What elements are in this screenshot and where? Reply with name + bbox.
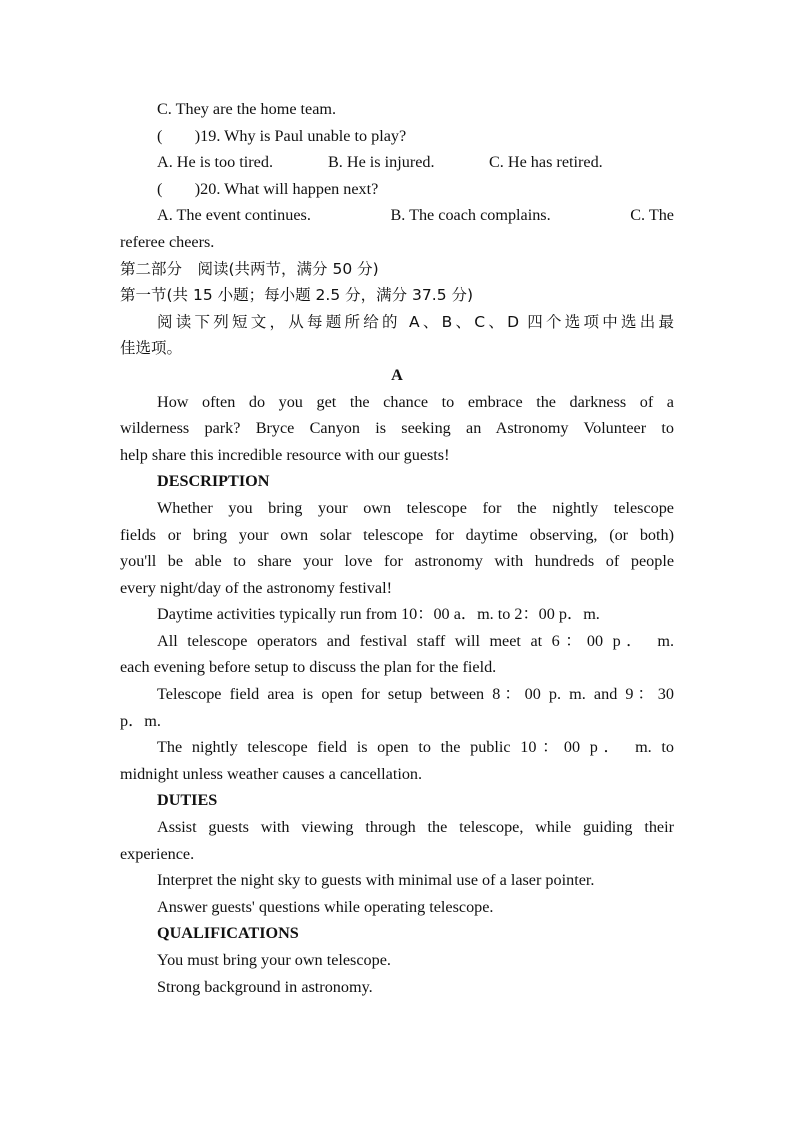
qualification-item: Strong background in astronomy. [157,977,373,996]
setup-line: Telescope field area is open for setup between 8：00 p. m. and 9：30 [157,685,674,704]
q19-option-c: C. He has retired. [489,153,603,172]
intro-line: wilderness park? Bryce Canyon is seeking an Astronomy Volunteer to [120,419,674,438]
section1-heading: 第一节(共 15 小题；每小题 2.5 分，满分 37.5 分) [120,286,474,305]
q20-option-c-cont: referee cheers. [120,232,215,251]
qualification-item: You must bring your own telescope. [157,951,391,969]
public-line: midnight unless weather causes a cancellation. [120,764,423,783]
meeting-line: each evening before setup to discuss the plan for the field. [120,658,497,677]
q19-stem: ( )19. Why is Paul unable to play? [157,126,407,145]
duties-line: Assist guests with viewing through the telescope, while guiding their [157,818,674,837]
description-line: every night/day of the astronomy festival! [120,578,392,597]
q20-options [120,202,674,229]
answer-line: Answer guests' questions while operating telescope. [157,897,494,916]
intro-line: help share this incredible resource with our guests! [120,445,450,464]
q18-option-c: C. They are the home team. [157,100,337,118]
daytime-activities: Daytime activities typically run from 10：00 a．m. to 2：00 p．m. [157,605,600,624]
duties-line: experience. [120,844,195,863]
passage-label: A [391,365,403,384]
instruction-line-2: 佳选项。 [120,339,183,358]
intro-line: How often do you get the chance to embrace the darkness of a [157,392,674,411]
setup-line: p．m. [120,711,161,730]
q20-option-a: A. The event continues. [157,206,311,225]
exam-page [120,96,674,1000]
q20-option-b: B. The coach complains. [390,206,551,225]
meeting-line: All telescope operators and festival staff will meet at 6：00 p． m. [157,631,674,650]
q20-option-c: C. The [630,206,674,225]
description-line: fields or bring your own solar telescope for daytime observing, (or both) [120,525,674,544]
q19-option-b: B. He is injured. [328,153,435,172]
part2-heading: 第二部分 阅读(共两节，满分 50 分) [120,259,379,278]
description-line: you'll be able to share your love for astronomy with hundreds of people [120,552,674,571]
description-line: Whether you bring your own telescope for the nightly telescope [157,498,674,517]
interpret-line: Interpret the night sky to guests with minimal use of a laser pointer. [157,871,595,890]
q20-stem: ( )20. What will happen next? [157,179,379,198]
duties-heading: DUTIES [157,791,218,810]
public-line: The nightly telescope field is open to the public 10：00 p． m. to [157,738,674,757]
qualifications-heading: QUALIFICATIONS [157,924,299,943]
q19-option-a: A. He is too tired. [157,153,273,172]
instruction-line-1: 阅读下列短文，从每题所给的 A、B、C、D 四个选项中选出最 [157,312,674,331]
q19-options [120,149,674,176]
description-heading: DESCRIPTION [157,472,270,491]
